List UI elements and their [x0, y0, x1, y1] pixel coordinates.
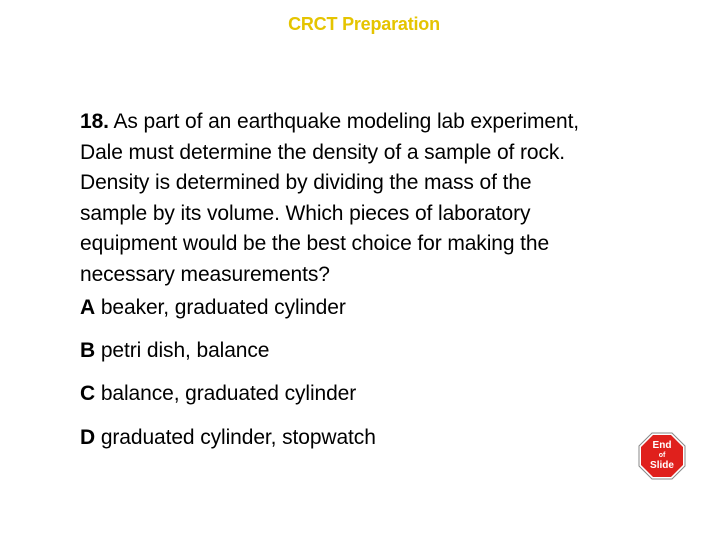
question-number: 18.	[80, 110, 109, 133]
question-text	[80, 107, 680, 290]
option-letter: C	[80, 382, 96, 405]
answer-option-c	[80, 382, 356, 406]
question-line: Density is determined by dividing the mass of the	[80, 171, 532, 194]
option-text: petri dish, balance	[100, 339, 270, 362]
slide-title: CRCT Preparation	[288, 14, 440, 34]
question-line: equipment would be the best choice for making the	[80, 232, 550, 255]
question-line: As part of an earthquake modeling lab experiment,	[113, 110, 580, 133]
end-sign-line-2: of	[658, 452, 666, 459]
option-letter: B	[80, 339, 96, 362]
end-of-slide-button[interactable]	[638, 432, 686, 480]
end-sign-line-1: End	[652, 440, 672, 451]
question-line: necessary measurements?	[80, 262, 330, 286]
answer-option-d	[80, 426, 376, 450]
answer-option-b	[80, 339, 269, 363]
option-text: beaker, graduated cylinder	[100, 296, 346, 319]
option-letter: A	[80, 296, 96, 319]
end-sign-line-3: Slide	[650, 460, 674, 471]
option-text: graduated cylinder, stopwatch	[100, 426, 376, 449]
answer-option-a	[80, 296, 346, 320]
option-text: balance, graduated cylinder	[100, 382, 357, 405]
question-line: sample by its volume. Which pieces of laboratory	[80, 201, 531, 225]
question-line: Dale must determine the density of a sample of rock.	[80, 140, 566, 164]
option-letter: D	[80, 426, 96, 449]
